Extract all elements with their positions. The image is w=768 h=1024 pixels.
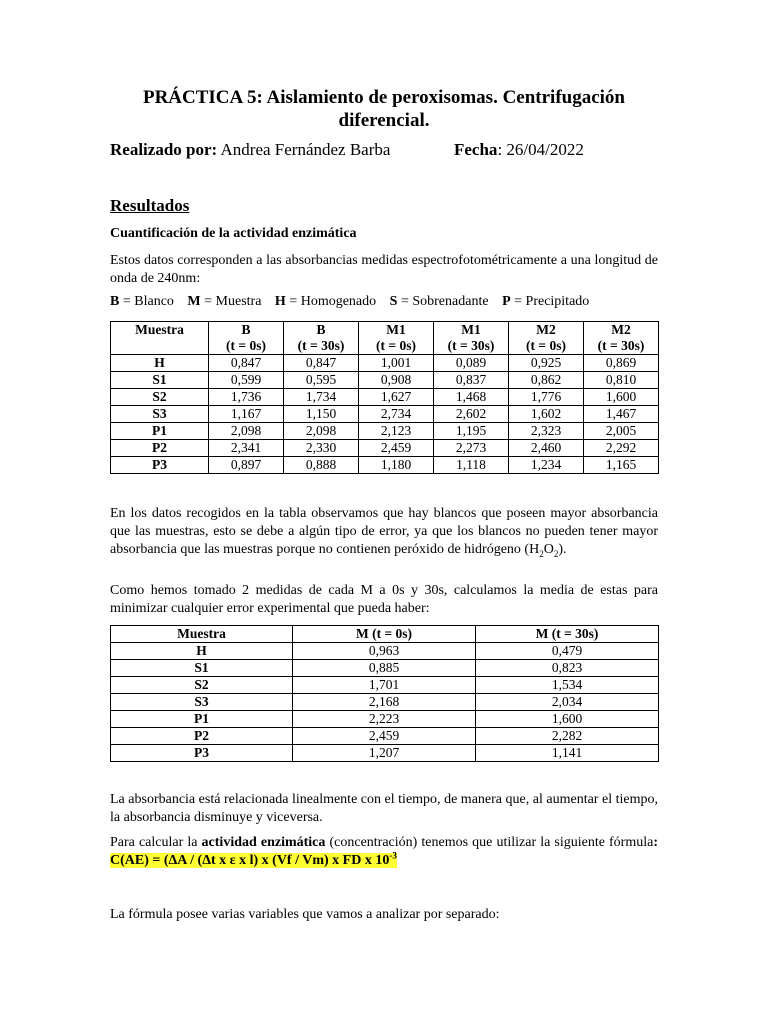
- author-block: [110, 140, 390, 160]
- table-cell: 1,180: [359, 457, 434, 474]
- table-cell: 0,847: [209, 355, 284, 372]
- table-header-row: [111, 626, 659, 643]
- legend-item: S = Sobrenadante: [389, 294, 489, 309]
- table-cell: 0,837: [434, 372, 509, 389]
- table-cell: 2,098: [209, 423, 284, 440]
- table-cell: 0,869: [584, 355, 659, 372]
- table-cell: 2,292: [584, 440, 659, 457]
- variables-paragraph: La fórmula posee varias variables que vamos a analizar por separado:: [110, 907, 500, 922]
- row-label: S1: [111, 660, 293, 677]
- table-row: [111, 423, 659, 440]
- column-header: M1 (t = 30s): [434, 322, 509, 355]
- row-label: S3: [111, 406, 209, 423]
- legend-item: P = Precipitado: [502, 294, 590, 309]
- table-cell: 1,118: [434, 457, 509, 474]
- formula-paragraph: Para calcular la actividad enzimática (concentración) tenemos que utilizar la siguiente fórmula: C(AE) = (ΔA / (Δt x ε x l) x (Vf / Vm) x FD x $10^{-3}$: [110, 835, 659, 868]
- table-cell: 0,908: [359, 372, 434, 389]
- author-label: Realizado por:: [110, 140, 218, 159]
- table-cell: 2,273: [434, 440, 509, 457]
- table-cell: 1,600: [476, 711, 659, 728]
- table-cell: 2,602: [434, 406, 509, 423]
- section-title: Resultados: [110, 196, 190, 215]
- intro-paragraph: Estos datos corresponden a las absorbancias medidas espectrofotométricamente a una longitud de onda de 240nm:: [110, 253, 658, 286]
- legend-item: M = Muestra: [187, 294, 262, 309]
- document-title: PRÁCTICA 5: Aislamiento de peroxisomas. Centrifugación diferencial.: [142, 87, 626, 131]
- table-cell: 0,862: [509, 372, 584, 389]
- date-label: Fecha: [454, 140, 498, 159]
- table-cell: 2,123: [359, 423, 434, 440]
- table-row: [111, 694, 659, 711]
- row-label: P1: [111, 423, 209, 440]
- row-label: S3: [111, 694, 293, 711]
- row-label: P2: [111, 728, 293, 745]
- table-cell: 1,776: [509, 389, 584, 406]
- table-cell: 1,167: [209, 406, 284, 423]
- mean-absorbance-table: [110, 625, 659, 762]
- row-label: S2: [111, 389, 209, 406]
- table-cell: 0,810: [584, 372, 659, 389]
- table-cell: 2,341: [209, 440, 284, 457]
- row-label: P3: [111, 457, 209, 474]
- column-header: M (t = 30s): [476, 626, 659, 643]
- table-row: [111, 355, 659, 372]
- row-label: P2: [111, 440, 209, 457]
- table-cell: 0,595: [284, 372, 359, 389]
- table-row: [111, 457, 659, 474]
- row-label: H: [111, 355, 209, 372]
- table-cell: 0,925: [509, 355, 584, 372]
- table-cell: 0,897: [209, 457, 284, 474]
- table-cell: 2,459: [293, 728, 476, 745]
- table-cell: 0,599: [209, 372, 284, 389]
- table-cell: 2,734: [359, 406, 434, 423]
- column-header: B (t = 0s): [209, 322, 284, 355]
- table-cell: 2,098: [284, 423, 359, 440]
- author-date-line: [110, 140, 670, 164]
- table-row: [111, 440, 659, 457]
- abbreviation-legend: [110, 294, 599, 310]
- column-header: B (t = 30s): [284, 322, 359, 355]
- table-header-row: [111, 322, 659, 355]
- row-label: H: [111, 643, 293, 660]
- date-block: [454, 140, 584, 160]
- author-name: Andrea Fernández Barba: [220, 140, 391, 159]
- table-row: [111, 660, 659, 677]
- table-row: [111, 711, 659, 728]
- column-header: M2 (t = 30s): [584, 322, 659, 355]
- column-header: Muestra: [111, 322, 209, 355]
- table-cell: 0,089: [434, 355, 509, 372]
- table-cell: 2,223: [293, 711, 476, 728]
- table-cell: 1,468: [434, 389, 509, 406]
- table-cell: 0,847: [284, 355, 359, 372]
- table-cell: 1,195: [434, 423, 509, 440]
- table-cell: 2,459: [359, 440, 434, 457]
- table-cell: 2,323: [509, 423, 584, 440]
- table-cell: 0,823: [476, 660, 659, 677]
- table-cell: 0,479: [476, 643, 659, 660]
- table-cell: 1,467: [584, 406, 659, 423]
- table-cell: 1,534: [476, 677, 659, 694]
- table-cell: 1,141: [476, 745, 659, 762]
- table-row: [111, 643, 659, 660]
- date-value: : 26/04/2022: [497, 140, 584, 159]
- table-cell: 2,282: [476, 728, 659, 745]
- row-label: S1: [111, 372, 209, 389]
- table-cell: 1,001: [359, 355, 434, 372]
- table-row: [111, 677, 659, 694]
- column-header: M1 (t = 0s): [359, 322, 434, 355]
- formula-highlight: C(AE) = (ΔA / (Δt x ε x l) x (Vf / Vm) x FD x $10^{-3}$: [110, 850, 397, 868]
- table-cell: 1,600: [584, 389, 659, 406]
- absorbance-table: [110, 321, 659, 474]
- table-row: [111, 406, 659, 423]
- table-cell: 1,207: [293, 745, 476, 762]
- table-cell: 2,034: [476, 694, 659, 711]
- row-label: S2: [111, 677, 293, 694]
- row-label: P3: [111, 745, 293, 762]
- table-cell: 1,165: [584, 457, 659, 474]
- table-row: [111, 372, 659, 389]
- column-header: M (t = 0s): [293, 626, 476, 643]
- table-cell: 2,460: [509, 440, 584, 457]
- table-cell: 0,885: [293, 660, 476, 677]
- table-cell: 2,330: [284, 440, 359, 457]
- legend-item: B = Blanco: [110, 294, 174, 309]
- mean-paragraph: Como hemos tomado 2 medidas de cada M a 0s y 30s, calculamos la media de estas para minimizar cualquier error experimental que pueda haber:: [110, 583, 658, 616]
- table-cell: 1,234: [509, 457, 584, 474]
- legend-item: H = Homogenado: [274, 294, 377, 309]
- table-cell: 1,602: [509, 406, 584, 423]
- row-label: P1: [111, 711, 293, 728]
- table-cell: 1,701: [293, 677, 476, 694]
- table-cell: 2,168: [293, 694, 476, 711]
- table-cell: 1,627: [359, 389, 434, 406]
- table-row: [111, 745, 659, 762]
- column-header: Muestra: [111, 626, 293, 643]
- table-cell: 1,734: [284, 389, 359, 406]
- table-cell: 0,963: [293, 643, 476, 660]
- error-paragraph: En los datos recogidos en la tabla observamos que hay blancos que poseen mayor absorbancia que las muestras, esto se debe a algún tipo de error, ya que los blancos no pueden tener mayor absorbancia que las muestras porque no contienen peróxido de hidrógeno $(H_2O_2)$.: [110, 506, 658, 559]
- column-header: M2 (t = 0s): [509, 322, 584, 355]
- table-cell: 1,736: [209, 389, 284, 406]
- linearity-paragraph: La absorbancia está relacionada linealmente con el tiempo, de manera que, al aumentar el tiempo, la absorbancia disminuye y viceversa.: [110, 792, 658, 825]
- table-cell: 2,005: [584, 423, 659, 440]
- table-cell: 1,150: [284, 406, 359, 423]
- subsection-title: Cuantificación de la actividad enzimática: [110, 226, 357, 241]
- table-row: [111, 389, 659, 406]
- table-row: [111, 728, 659, 745]
- table-cell: 0,888: [284, 457, 359, 474]
